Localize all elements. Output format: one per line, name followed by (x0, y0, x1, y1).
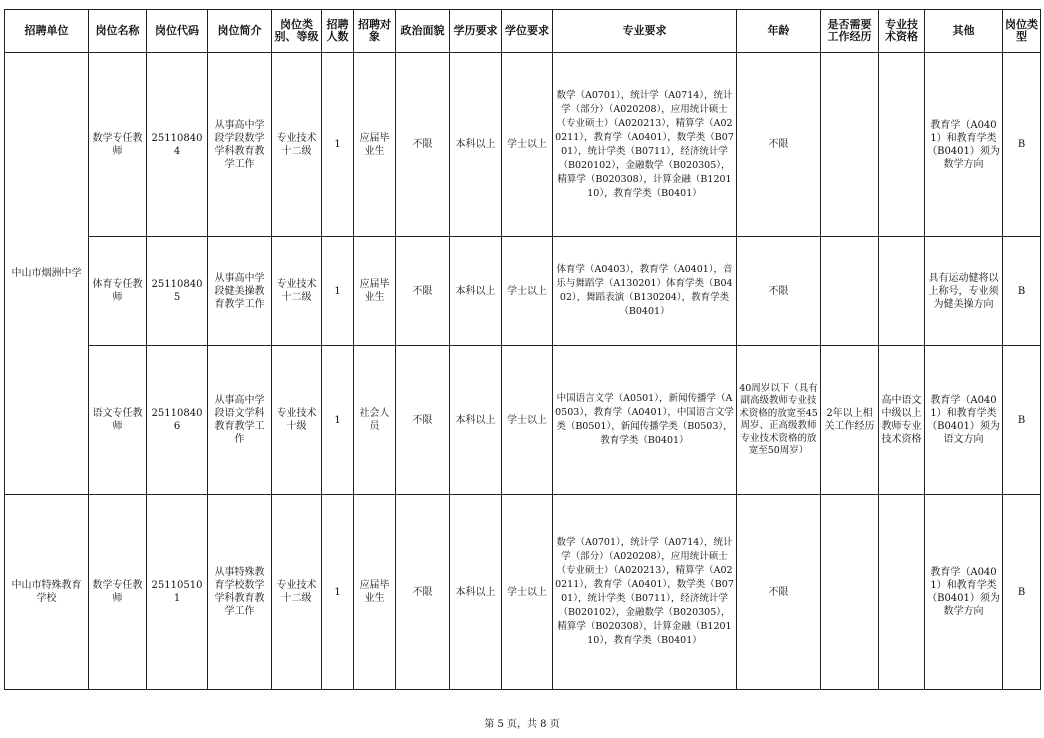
header-unit: 招聘单位 (5, 10, 89, 53)
major-cell: 中国语言文学（A0501），新闻传播学（A0503），教育学（A0401），中国语言文学类（B0501），新闻传播学类（B0503），教育学类（B0401） (553, 346, 737, 495)
post-intro-cell: 从事高中学段学段数学学科教育教学工作 (208, 53, 272, 237)
political-cell: 不限 (396, 237, 450, 346)
table-row (5, 237, 1041, 346)
post-type-cell: B (1003, 53, 1041, 237)
post-intro-cell: 从事高中学段语文学科教育教学工作 (208, 346, 272, 495)
major-cell: 数学（A0701），统计学（A0714），统计学（部分）（A020208），应用统计硕士（专业硕士）（A020213），精算学（A020211），教育学（A0401），数学类（B0701），统计学类（B0711），经济统计学（B020102），金融数学（B020305），精算学（B020308），计算金融（B120110），教育学类（B0401） (553, 53, 737, 237)
target-cell: 应届毕业生 (354, 237, 396, 346)
post-name-cell: 语文专任教师 (89, 346, 147, 495)
experience-cell (821, 495, 879, 690)
header-count: 招聘人数 (322, 10, 354, 53)
post-type-cell: B (1003, 237, 1041, 346)
age-cell: 不限 (737, 53, 821, 237)
recruitment-table (4, 9, 1041, 690)
target-cell: 应届毕业生 (354, 53, 396, 237)
header-other: 其他 (925, 10, 1003, 53)
experience-cell (821, 53, 879, 237)
post-code-cell: 251108406 (147, 346, 208, 495)
post-category-cell: 专业技术十二级 (272, 495, 322, 690)
table-row (5, 53, 1041, 237)
major-cell: 数学（A0701），统计学（A0714），统计学（部分）（A020208），应用统计硕士（专业硕士）（A020213），精算学（A020211），教育学（A0401），数学类（B0701），统计学类（B0711），经济统计学（B020102），金融数学（B020305），精算学（B020308），计算金融（B120110），教育学类（B0401） (553, 495, 737, 690)
education-cell: 本科以上 (450, 495, 502, 690)
header-major: 专业要求 (553, 10, 737, 53)
header-post-type: 岗位类型 (1003, 10, 1041, 53)
post-category-cell: 专业技术十级 (272, 346, 322, 495)
political-cell: 不限 (396, 346, 450, 495)
post-name-cell: 数学专任教师 (89, 53, 147, 237)
post-category-cell: 专业技术十二级 (272, 237, 322, 346)
education-cell: 本科以上 (450, 237, 502, 346)
qualification-cell (879, 53, 925, 237)
post-code-cell: 251108404 (147, 53, 208, 237)
experience-cell: 2年以上相关工作经历 (821, 346, 879, 495)
age-cell: 不限 (737, 495, 821, 690)
count-cell: 1 (322, 495, 354, 690)
education-cell: 本科以上 (450, 346, 502, 495)
post-code-cell: 251105101 (147, 495, 208, 690)
qualification-cell: 高中语文中级以上教师专业技术资格 (879, 346, 925, 495)
header-post-code: 岗位代码 (147, 10, 208, 53)
experience-cell (821, 237, 879, 346)
qualification-cell (879, 237, 925, 346)
header-post-intro: 岗位简介 (208, 10, 272, 53)
target-cell: 应届毕业生 (354, 495, 396, 690)
target-cell: 社会人员 (354, 346, 396, 495)
header-political: 政治面貌 (396, 10, 450, 53)
degree-cell: 学士以上 (502, 495, 553, 690)
other-cell: 教育学（A0401）和教育学类（B0401）须为数学方向 (925, 53, 1003, 237)
page-footer: 第 5 页，共 8 页 (484, 719, 560, 730)
post-name-cell: 数学专任教师 (89, 495, 147, 690)
count-cell: 1 (322, 346, 354, 495)
post-intro-cell: 从事高中学段健美操教育教学工作 (208, 237, 272, 346)
count-cell: 1 (322, 237, 354, 346)
age-cell: 40周岁以下（具有副高级教师专业技术资格的放宽至45周岁、正高级教师专业技术资格的放宽至50周岁） (737, 346, 821, 495)
political-cell: 不限 (396, 53, 450, 237)
header-experience: 是否需要工作经历 (821, 10, 879, 53)
post-name-cell: 体育专任教师 (89, 237, 147, 346)
other-cell: 教育学（A0401）和教育学类（B0401）须为语文方向 (925, 346, 1003, 495)
post-type-cell: B (1003, 346, 1041, 495)
post-category-cell: 专业技术十二级 (272, 53, 322, 237)
age-cell: 不限 (737, 237, 821, 346)
table-header-row (5, 10, 1041, 53)
other-cell: 具有运动健将以上称号，专业须为健美操方向 (925, 237, 1003, 346)
post-type-cell: B (1003, 495, 1041, 690)
major-cell: 体育学（A0403），教育学（A0401），音乐与舞蹈学（A130201）体育学类（B0402），舞蹈表演（B130204），教育学类（B0401） (553, 237, 737, 346)
degree-cell: 学士以上 (502, 53, 553, 237)
unit-name-cell: 中山市特殊教育学校 (5, 495, 89, 690)
unit-name-cell: 中山市烟洲中学 (5, 53, 89, 495)
qualification-cell (879, 495, 925, 690)
table-row (5, 346, 1041, 495)
table-row (5, 495, 1041, 690)
header-age: 年龄 (737, 10, 821, 53)
education-cell: 本科以上 (450, 53, 502, 237)
other-cell: 教育学（A0401）和教育学类（B0401）须为数学方向 (925, 495, 1003, 690)
count-cell: 1 (322, 53, 354, 237)
header-post-category: 岗位类别、等级 (272, 10, 322, 53)
header-post-name: 岗位名称 (89, 10, 147, 53)
header-target: 招聘对象 (354, 10, 396, 53)
post-code-cell: 251108405 (147, 237, 208, 346)
degree-cell: 学士以上 (502, 237, 553, 346)
header-education: 学历要求 (450, 10, 502, 53)
post-intro-cell: 从事特殊教育学校数学学科教育教学工作 (208, 495, 272, 690)
political-cell: 不限 (396, 495, 450, 690)
degree-cell: 学士以上 (502, 346, 553, 495)
header-degree: 学位要求 (502, 10, 553, 53)
header-qualification: 专业技术资格 (879, 10, 925, 53)
